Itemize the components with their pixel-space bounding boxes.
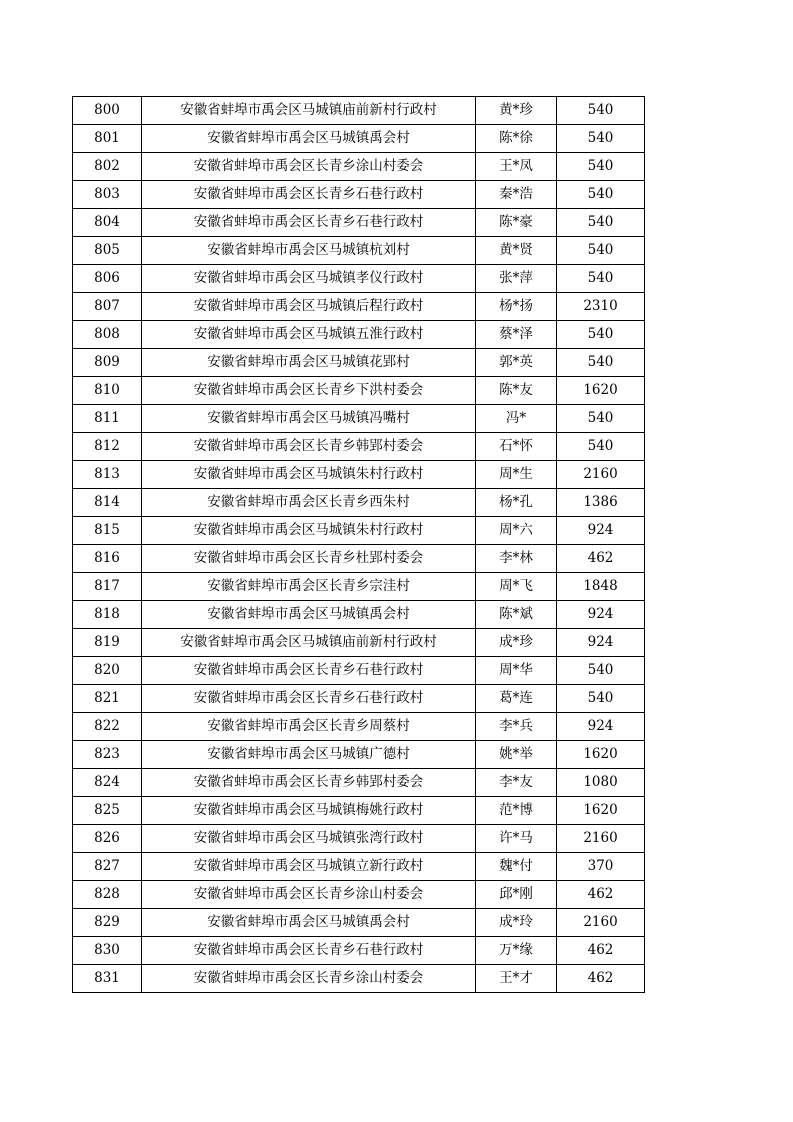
address-cell: 安徽省蚌埠市禹会区马城镇花郢村 (142, 349, 476, 377)
amount-cell: 540 (557, 153, 645, 181)
table-row (73, 573, 645, 601)
address-cell: 安徽省蚌埠市禹会区长青乡涂山村委会 (142, 881, 476, 909)
amount-cell: 540 (557, 657, 645, 685)
row-number-cell: 811 (73, 405, 142, 433)
amount-cell: 924 (557, 517, 645, 545)
address-cell: 安徽省蚌埠市禹会区长青乡西朱村 (142, 489, 476, 517)
address-cell: 安徽省蚌埠市禹会区马城镇张湾行政村 (142, 825, 476, 853)
table-row (73, 433, 645, 461)
amount-cell: 2160 (557, 825, 645, 853)
row-number-cell: 822 (73, 713, 142, 741)
amount-cell: 924 (557, 629, 645, 657)
amount-cell: 540 (557, 237, 645, 265)
address-cell: 安徽省蚌埠市禹会区长青乡韩郢村委会 (142, 769, 476, 797)
row-number-cell: 829 (73, 909, 142, 937)
amount-cell: 540 (557, 321, 645, 349)
row-number-cell: 816 (73, 545, 142, 573)
roster-table (72, 96, 645, 993)
row-number-cell: 825 (73, 797, 142, 825)
address-cell: 安徽省蚌埠市禹会区马城镇孝仪行政村 (142, 265, 476, 293)
address-cell: 安徽省蚌埠市禹会区长青乡涂山村委会 (142, 965, 476, 993)
person-name-cell: 陈*徐 (476, 125, 557, 153)
person-name-cell: 魏*付 (476, 853, 557, 881)
table-row (73, 349, 645, 377)
amount-cell: 370 (557, 853, 645, 881)
person-name-cell: 王*凤 (476, 153, 557, 181)
person-name-cell: 陈*斌 (476, 601, 557, 629)
amount-cell: 540 (557, 181, 645, 209)
table-row (73, 517, 645, 545)
address-cell: 安徽省蚌埠市禹会区长青乡石巷行政村 (142, 937, 476, 965)
amount-cell: 462 (557, 965, 645, 993)
row-number-cell: 804 (73, 209, 142, 237)
table-row (73, 629, 645, 657)
amount-cell: 462 (557, 937, 645, 965)
amount-cell: 540 (557, 405, 645, 433)
address-cell: 安徽省蚌埠市禹会区马城镇后程行政村 (142, 293, 476, 321)
row-number-cell: 826 (73, 825, 142, 853)
amount-cell: 540 (557, 433, 645, 461)
table-row (73, 377, 645, 405)
roster-table-body (73, 97, 645, 993)
person-name-cell: 成*珍 (476, 629, 557, 657)
table-row (73, 853, 645, 881)
table-row (73, 461, 645, 489)
table-row (73, 237, 645, 265)
person-name-cell: 李*兵 (476, 713, 557, 741)
table-row (73, 489, 645, 517)
address-cell: 安徽省蚌埠市禹会区长青乡石巷行政村 (142, 657, 476, 685)
address-cell: 安徽省蚌埠市禹会区长青乡下洪村委会 (142, 377, 476, 405)
address-cell: 安徽省蚌埠市禹会区马城镇朱村行政村 (142, 461, 476, 489)
address-cell: 安徽省蚌埠市禹会区长青乡石巷行政村 (142, 181, 476, 209)
person-name-cell: 成*玲 (476, 909, 557, 937)
person-name-cell: 石*怀 (476, 433, 557, 461)
row-number-cell: 803 (73, 181, 142, 209)
table-row (73, 265, 645, 293)
person-name-cell: 周*飞 (476, 573, 557, 601)
person-name-cell: 黄*贤 (476, 237, 557, 265)
row-number-cell: 802 (73, 153, 142, 181)
amount-cell: 924 (557, 713, 645, 741)
amount-cell: 1386 (557, 489, 645, 517)
table-row (73, 881, 645, 909)
person-name-cell: 许*马 (476, 825, 557, 853)
table-row (73, 153, 645, 181)
row-number-cell: 810 (73, 377, 142, 405)
table-row (73, 713, 645, 741)
amount-cell: 540 (557, 685, 645, 713)
address-cell: 安徽省蚌埠市禹会区马城镇禹会村 (142, 909, 476, 937)
amount-cell: 2160 (557, 461, 645, 489)
person-name-cell: 杨*扬 (476, 293, 557, 321)
address-cell: 安徽省蚌埠市禹会区马城镇禹会村 (142, 125, 476, 153)
row-number-cell: 812 (73, 433, 142, 461)
amount-cell: 540 (557, 349, 645, 377)
address-cell: 安徽省蚌埠市禹会区长青乡周蔡村 (142, 713, 476, 741)
table-row (73, 405, 645, 433)
row-number-cell: 827 (73, 853, 142, 881)
row-number-cell: 800 (73, 97, 142, 125)
person-name-cell: 李*林 (476, 545, 557, 573)
row-number-cell: 823 (73, 741, 142, 769)
address-cell: 安徽省蚌埠市禹会区长青乡石巷行政村 (142, 685, 476, 713)
table-row (73, 181, 645, 209)
table-row (73, 657, 645, 685)
person-name-cell: 陈*豪 (476, 209, 557, 237)
amount-cell: 924 (557, 601, 645, 629)
person-name-cell: 李*友 (476, 769, 557, 797)
row-number-cell: 828 (73, 881, 142, 909)
table-row (73, 937, 645, 965)
person-name-cell: 杨*孔 (476, 489, 557, 517)
table-row (73, 545, 645, 573)
person-name-cell: 王*才 (476, 965, 557, 993)
table-row (73, 909, 645, 937)
amount-cell: 540 (557, 209, 645, 237)
amount-cell: 540 (557, 125, 645, 153)
person-name-cell: 周*生 (476, 461, 557, 489)
address-cell: 安徽省蚌埠市禹会区马城镇梅姚行政村 (142, 797, 476, 825)
person-name-cell: 周*六 (476, 517, 557, 545)
row-number-cell: 814 (73, 489, 142, 517)
person-name-cell: 陈*友 (476, 377, 557, 405)
person-name-cell: 万*缘 (476, 937, 557, 965)
person-name-cell: 葛*连 (476, 685, 557, 713)
address-cell: 安徽省蚌埠市禹会区长青乡石巷行政村 (142, 209, 476, 237)
table-row (73, 825, 645, 853)
row-number-cell: 815 (73, 517, 142, 545)
row-number-cell: 824 (73, 769, 142, 797)
table-row (73, 601, 645, 629)
row-number-cell: 805 (73, 237, 142, 265)
address-cell: 安徽省蚌埠市禹会区长青乡宗洼村 (142, 573, 476, 601)
person-name-cell: 冯* (476, 405, 557, 433)
address-cell: 安徽省蚌埠市禹会区长青乡涂山村委会 (142, 153, 476, 181)
row-number-cell: 818 (73, 601, 142, 629)
row-number-cell: 817 (73, 573, 142, 601)
row-number-cell: 821 (73, 685, 142, 713)
person-name-cell: 蔡*泽 (476, 321, 557, 349)
address-cell: 安徽省蚌埠市禹会区马城镇庙前新村行政村 (142, 97, 476, 125)
row-number-cell: 807 (73, 293, 142, 321)
table-row (73, 293, 645, 321)
table-row (73, 685, 645, 713)
amount-cell: 540 (557, 265, 645, 293)
address-cell: 安徽省蚌埠市禹会区马城镇五淮行政村 (142, 321, 476, 349)
amount-cell: 1080 (557, 769, 645, 797)
address-cell: 安徽省蚌埠市禹会区马城镇立新行政村 (142, 853, 476, 881)
row-number-cell: 806 (73, 265, 142, 293)
person-name-cell: 秦*浩 (476, 181, 557, 209)
address-cell: 安徽省蚌埠市禹会区马城镇广德村 (142, 741, 476, 769)
address-cell: 安徽省蚌埠市禹会区马城镇冯嘴村 (142, 405, 476, 433)
amount-cell: 2310 (557, 293, 645, 321)
amount-cell: 1620 (557, 741, 645, 769)
amount-cell: 462 (557, 881, 645, 909)
row-number-cell: 801 (73, 125, 142, 153)
address-cell: 安徽省蚌埠市禹会区马城镇庙前新村行政村 (142, 629, 476, 657)
person-name-cell: 范*博 (476, 797, 557, 825)
address-cell: 安徽省蚌埠市禹会区长青乡杜郢村委会 (142, 545, 476, 573)
address-cell: 安徽省蚌埠市禹会区马城镇朱村行政村 (142, 517, 476, 545)
row-number-cell: 819 (73, 629, 142, 657)
table-row (73, 741, 645, 769)
address-cell: 安徽省蚌埠市禹会区马城镇禹会村 (142, 601, 476, 629)
row-number-cell: 808 (73, 321, 142, 349)
table-row (73, 965, 645, 993)
row-number-cell: 820 (73, 657, 142, 685)
table-row (73, 125, 645, 153)
person-name-cell: 姚*举 (476, 741, 557, 769)
table-row (73, 97, 645, 125)
amount-cell: 540 (557, 97, 645, 125)
row-number-cell: 813 (73, 461, 142, 489)
address-cell: 安徽省蚌埠市禹会区长青乡韩郢村委会 (142, 433, 476, 461)
amount-cell: 1848 (557, 573, 645, 601)
table-row (73, 209, 645, 237)
person-name-cell: 郭*英 (476, 349, 557, 377)
amount-cell: 462 (557, 545, 645, 573)
table-row (73, 321, 645, 349)
person-name-cell: 邱*刚 (476, 881, 557, 909)
table-row (73, 769, 645, 797)
address-cell: 安徽省蚌埠市禹会区马城镇杭刘村 (142, 237, 476, 265)
person-name-cell: 张*萍 (476, 265, 557, 293)
table-row (73, 797, 645, 825)
amount-cell: 2160 (557, 909, 645, 937)
row-number-cell: 831 (73, 965, 142, 993)
person-name-cell: 黄*珍 (476, 97, 557, 125)
row-number-cell: 830 (73, 937, 142, 965)
person-name-cell: 周*华 (476, 657, 557, 685)
row-number-cell: 809 (73, 349, 142, 377)
amount-cell: 1620 (557, 797, 645, 825)
amount-cell: 1620 (557, 377, 645, 405)
